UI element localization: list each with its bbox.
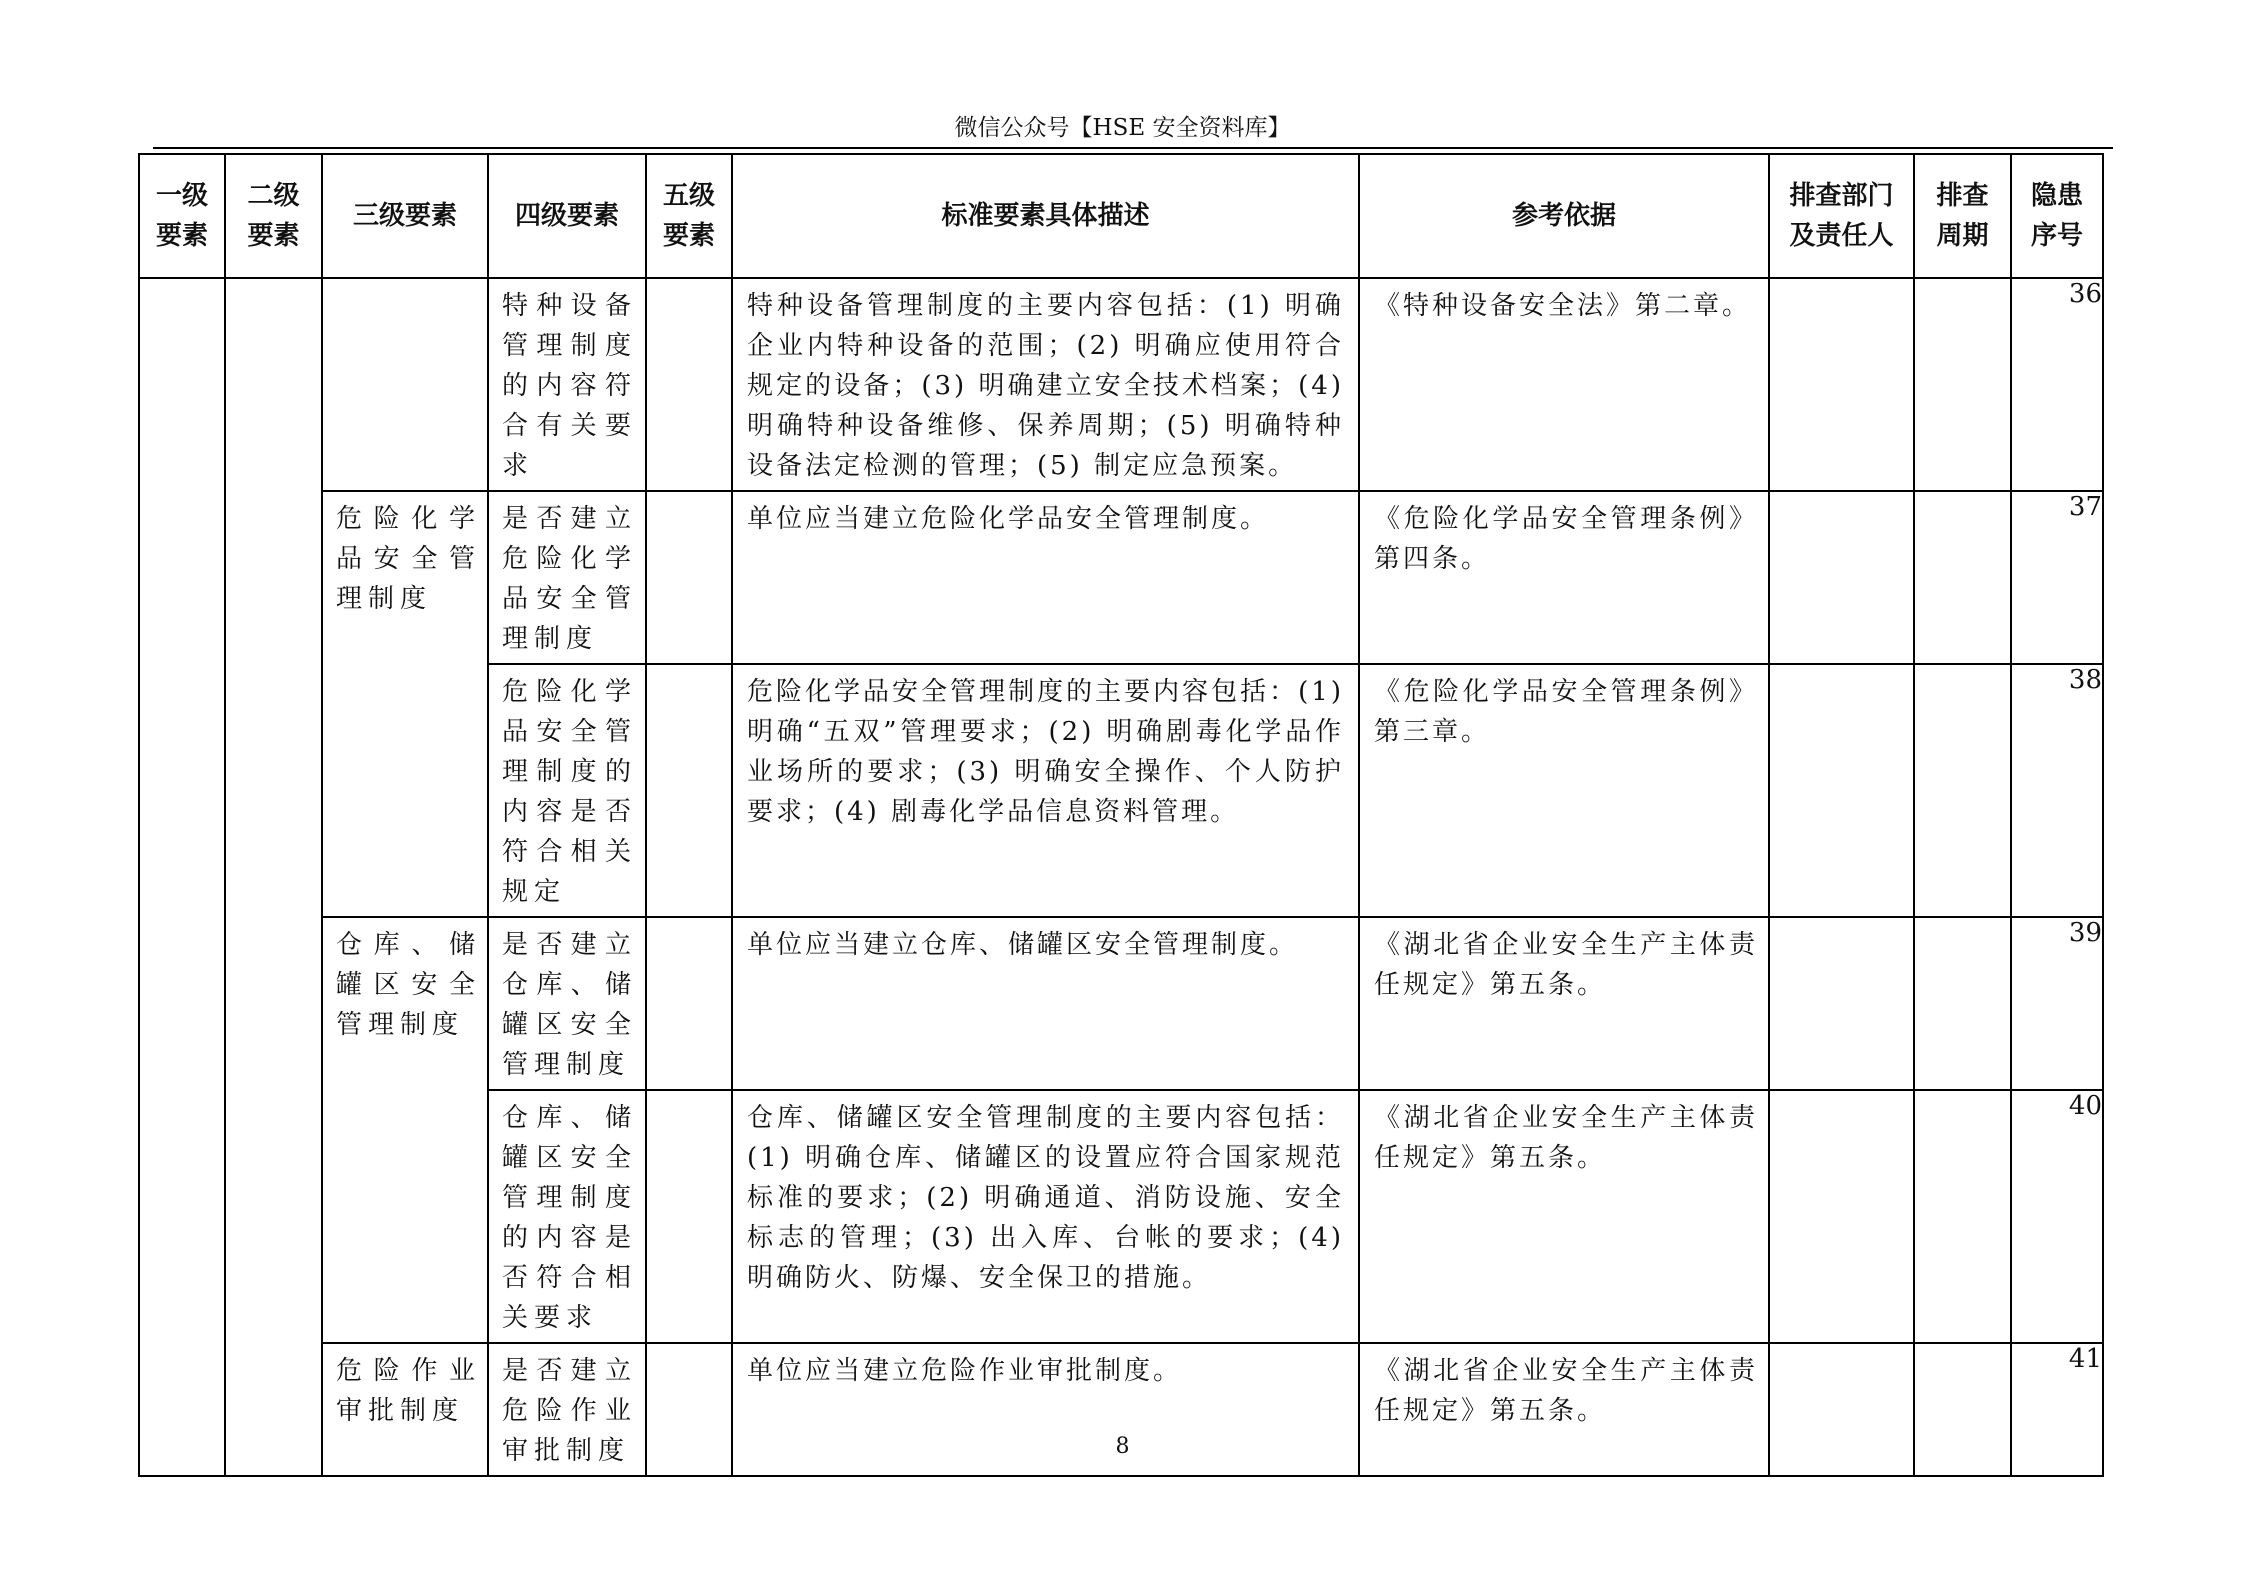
reference-cell: 《特种设备安全法》第二章。 <box>1359 278 1769 491</box>
reference-cell: 《湖北省企业安全生产主体责任规定》第五条。 <box>1359 1090 1769 1343</box>
reference-cell: 《危险化学品安全管理条例》第三章。 <box>1359 664 1769 917</box>
level3-cell: 危险化学品安全管理制度 <box>322 491 488 917</box>
table-header-row <box>139 154 2103 278</box>
header-level1: 一级 要素 <box>139 154 225 278</box>
level4-cell: 是否建立仓库、储罐区安全管理制度 <box>488 917 646 1090</box>
level4-cell: 危险化学品安全管理制度的内容是否符合相关规定 <box>488 664 646 917</box>
level4-cell: 仓库、储罐区安全管理制度的内容是否符合相关要求 <box>488 1090 646 1343</box>
description-cell: 单位应当建立危险作业审批制度。 <box>732 1343 1359 1476</box>
level3-cell <box>322 278 488 491</box>
page-header-title: 微信公众号【HSE 安全资料库】 <box>954 115 1291 141</box>
level4-cell: 是否建立危险作业审批制度 <box>488 1343 646 1476</box>
header-cycle: 排查 周期 <box>1914 154 2011 278</box>
cycle-cell <box>1914 491 2011 664</box>
seq-cell: 38 <box>2011 664 2103 917</box>
seq-cell: 37 <box>2011 491 2103 664</box>
seq-cell: 41 <box>2011 1343 2103 1476</box>
department-cell <box>1769 278 1914 491</box>
reference-cell: 《危险化学品安全管理条例》第四条。 <box>1359 491 1769 664</box>
header-level2: 二级 要素 <box>225 154 322 278</box>
level2-cell <box>225 278 322 1476</box>
description-cell: 仓库、储罐区安全管理制度的主要内容包括：(1) 明确仓库、储罐区的设置应符合国家规范标准的要求；(2) 明确通道、消防设施、安全标志的管理；(3) 出入库、台帐的要求；(4) 明确防火、防爆、安全保卫的措施。 <box>732 1090 1359 1343</box>
level5-cell <box>646 491 732 664</box>
table-row <box>139 278 2103 491</box>
seq-cell: 40 <box>2011 1090 2103 1343</box>
header-level4: 四级要素 <box>488 154 646 278</box>
level4-cell: 是否建立危险化学品安全管理制度 <box>488 491 646 664</box>
reference-cell: 《湖北省企业安全生产主体责任规定》第五条。 <box>1359 917 1769 1090</box>
level5-cell <box>646 278 732 491</box>
reference-cell: 《湖北省企业安全生产主体责任规定》第五条。 <box>1359 1343 1769 1476</box>
header-department: 排查部门 及责任人 <box>1769 154 1914 278</box>
department-cell <box>1769 491 1914 664</box>
header-reference: 参考依据 <box>1359 154 1769 278</box>
header-description: 标准要素具体描述 <box>732 154 1359 278</box>
description-cell: 单位应当建立危险化学品安全管理制度。 <box>732 491 1359 664</box>
seq-cell: 36 <box>2011 278 2103 491</box>
description-cell: 危险化学品安全管理制度的主要内容包括：(1) 明确“五双”管理要求；(2) 明确剧毒化学品作业场所的要求；(3) 明确安全操作、个人防护要求；(4) 剧毒化学品信息资料管理。 <box>732 664 1359 917</box>
header-seq: 隐患 序号 <box>2011 154 2103 278</box>
header-level5: 五级 要素 <box>646 154 732 278</box>
inspection-table <box>138 153 2104 1477</box>
cycle-cell <box>1914 917 2011 1090</box>
page-number: 8 <box>1115 1434 1130 1459</box>
table-row <box>139 917 2103 1090</box>
level5-cell <box>646 664 732 917</box>
level1-cell <box>139 278 225 1476</box>
header-rule <box>153 147 2113 149</box>
cycle-cell <box>1914 1090 2011 1343</box>
header-level3: 三级要素 <box>322 154 488 278</box>
description-cell: 单位应当建立仓库、储罐区安全管理制度。 <box>732 917 1359 1090</box>
level3-cell: 仓库、储罐区安全管理制度 <box>322 917 488 1343</box>
table-row <box>139 491 2103 664</box>
description-cell: 特种设备管理制度的主要内容包括：(1) 明确企业内特种设备的范围；(2) 明确应使用符合规定的设备；(3) 明确建立安全技术档案；(4) 明确特种设备维修、保养周期；(5) 明确特种设备法定检测的管理；(5) 制定应急预案。 <box>732 278 1359 491</box>
cycle-cell <box>1914 664 2011 917</box>
level5-cell <box>646 1090 732 1343</box>
cycle-cell <box>1914 278 2011 491</box>
department-cell <box>1769 664 1914 917</box>
level4-cell: 特种设备管理制度的内容符合有关要求 <box>488 278 646 491</box>
level5-cell <box>646 917 732 1090</box>
department-cell <box>1769 1090 1914 1343</box>
department-cell <box>1769 917 1914 1090</box>
seq-cell: 39 <box>2011 917 2103 1090</box>
level3-cell: 危险作业审批制度 <box>322 1343 488 1476</box>
